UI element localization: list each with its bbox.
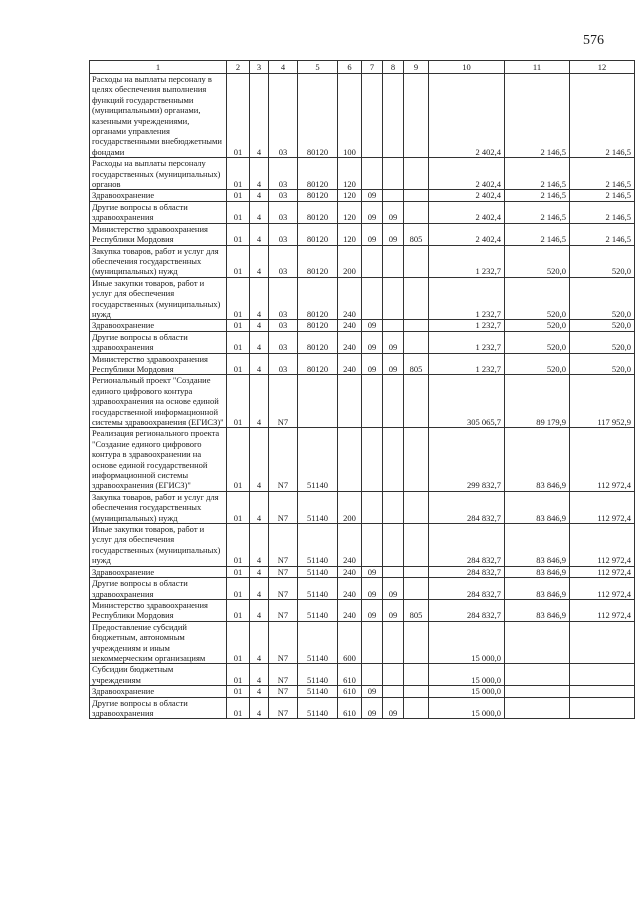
code-program: 4 [250, 664, 269, 686]
row-name: Другие вопросы в области здравоохранения [90, 697, 227, 719]
code-subsection [383, 375, 404, 428]
code-ministry [404, 277, 429, 320]
amount-year-2: 83 846,9 [505, 566, 570, 577]
row-name: Другие вопросы в области здравоохранения [90, 201, 227, 223]
code-subsection: 09 [383, 331, 404, 353]
code-ministry [404, 578, 429, 600]
amount-year-3: 520,0 [570, 245, 635, 277]
code-expense-type: 200 [338, 245, 362, 277]
table-row [90, 697, 635, 719]
amount-year-3 [570, 697, 635, 719]
row-name: Министерство здравоохранения Республики Мордовия [90, 599, 227, 621]
row-name: Другие вопросы в области здравоохранения [90, 331, 227, 353]
code-rz: 01 [227, 621, 250, 664]
code-ministry [404, 491, 429, 523]
code-subsection: 09 [383, 578, 404, 600]
code-section [362, 428, 383, 491]
code-direction: 51140 [298, 578, 338, 600]
amount-year-1: 2 402,4 [429, 223, 505, 245]
amount-year-2: 2 146,5 [505, 158, 570, 190]
table-row [90, 578, 635, 600]
code-program: 4 [250, 331, 269, 353]
budget-table [89, 60, 635, 719]
amount-year-1: 2 402,4 [429, 201, 505, 223]
code-rz: 01 [227, 697, 250, 719]
code-expense-type [338, 375, 362, 428]
code-section: 09 [362, 599, 383, 621]
code-expense-type: 240 [338, 566, 362, 577]
amount-year-1: 284 832,7 [429, 491, 505, 523]
code-direction: 80120 [298, 277, 338, 320]
code-subprogram: N7 [269, 566, 298, 577]
row-name: Закупка товаров, работ и услуг для обеспечения государственных (муниципальных) нужд [90, 245, 227, 277]
code-direction: 51140 [298, 697, 338, 719]
code-section: 09 [362, 353, 383, 375]
table-row [90, 428, 635, 491]
code-program: 4 [250, 621, 269, 664]
code-ministry [404, 664, 429, 686]
code-program: 4 [250, 223, 269, 245]
code-expense-type: 240 [338, 320, 362, 331]
code-expense-type: 240 [338, 524, 362, 567]
amount-year-3: 2 146,5 [570, 201, 635, 223]
code-rz: 01 [227, 158, 250, 190]
code-ministry [404, 375, 429, 428]
code-subsection [383, 566, 404, 577]
code-section: 09 [362, 697, 383, 719]
row-name: Субсидии бюджетным учреждениям [90, 664, 227, 686]
code-direction: 80120 [298, 190, 338, 201]
code-section [362, 664, 383, 686]
code-expense-type: 240 [338, 277, 362, 320]
code-direction: 80120 [298, 320, 338, 331]
table-row [90, 491, 635, 523]
column-header-9: 9 [404, 61, 429, 74]
code-program: 4 [250, 578, 269, 600]
amount-year-1: 299 832,7 [429, 428, 505, 491]
code-expense-type: 610 [338, 686, 362, 697]
code-rz: 01 [227, 428, 250, 491]
amount-year-2: 520,0 [505, 331, 570, 353]
code-program: 4 [250, 353, 269, 375]
amount-year-1: 1 232,7 [429, 353, 505, 375]
amount-year-3: 2 146,5 [570, 74, 635, 158]
code-subprogram: N7 [269, 578, 298, 600]
code-direction: 51140 [298, 566, 338, 577]
code-subprogram: N7 [269, 428, 298, 491]
code-subprogram: N7 [269, 686, 298, 697]
amount-year-1: 15 000,0 [429, 621, 505, 664]
code-direction: 51140 [298, 599, 338, 621]
code-direction: 51140 [298, 686, 338, 697]
code-rz: 01 [227, 599, 250, 621]
code-ministry [404, 74, 429, 158]
amount-year-1: 2 402,4 [429, 158, 505, 190]
column-header-5: 5 [298, 61, 338, 74]
table-row [90, 524, 635, 567]
column-header-2: 2 [227, 61, 250, 74]
code-subsection [383, 320, 404, 331]
code-direction: 80120 [298, 201, 338, 223]
code-program: 4 [250, 599, 269, 621]
row-name: Министерство здравоохранения Республики Мордовия [90, 223, 227, 245]
code-expense-type: 200 [338, 491, 362, 523]
code-ministry [404, 331, 429, 353]
code-subsection [383, 277, 404, 320]
code-program: 4 [250, 158, 269, 190]
code-ministry [404, 686, 429, 697]
column-header-11: 11 [505, 61, 570, 74]
code-subprogram: 03 [269, 190, 298, 201]
amount-year-1: 305 065,7 [429, 375, 505, 428]
row-name: Здравоохранение [90, 686, 227, 697]
code-expense-type: 600 [338, 621, 362, 664]
table-row [90, 245, 635, 277]
code-subsection [383, 664, 404, 686]
code-subprogram: N7 [269, 664, 298, 686]
code-direction: 80120 [298, 353, 338, 375]
code-section: 09 [362, 331, 383, 353]
row-name: Здравоохранение [90, 320, 227, 331]
code-subprogram: 03 [269, 245, 298, 277]
table-row [90, 686, 635, 697]
code-section [362, 375, 383, 428]
code-expense-type: 610 [338, 697, 362, 719]
code-rz: 01 [227, 223, 250, 245]
amount-year-3: 112 972,4 [570, 566, 635, 577]
code-direction: 80120 [298, 74, 338, 158]
table-row [90, 599, 635, 621]
code-rz: 01 [227, 277, 250, 320]
code-subprogram: 03 [269, 277, 298, 320]
table-row [90, 353, 635, 375]
code-direction: 51140 [298, 621, 338, 664]
code-ministry: 805 [404, 353, 429, 375]
amount-year-3: 520,0 [570, 320, 635, 331]
code-expense-type: 240 [338, 578, 362, 600]
code-direction: 51140 [298, 491, 338, 523]
code-section [362, 491, 383, 523]
column-header-12: 12 [570, 61, 635, 74]
code-ministry [404, 320, 429, 331]
code-section [362, 158, 383, 190]
code-rz: 01 [227, 566, 250, 577]
amount-year-1: 15 000,0 [429, 697, 505, 719]
code-subprogram: 03 [269, 158, 298, 190]
code-subprogram: N7 [269, 621, 298, 664]
code-subsection [383, 158, 404, 190]
code-subsection [383, 190, 404, 201]
code-ministry [404, 566, 429, 577]
code-direction: 80120 [298, 223, 338, 245]
column-header-8: 8 [383, 61, 404, 74]
row-name: Закупка товаров, работ и услуг для обеспечения государственных (муниципальных) нужд [90, 491, 227, 523]
code-program: 4 [250, 245, 269, 277]
code-subsection: 09 [383, 353, 404, 375]
table-row [90, 320, 635, 331]
amount-year-3: 112 972,4 [570, 491, 635, 523]
code-direction: 80120 [298, 158, 338, 190]
code-section: 09 [362, 566, 383, 577]
amount-year-2: 83 846,9 [505, 491, 570, 523]
code-subsection [383, 491, 404, 523]
code-section: 09 [362, 320, 383, 331]
code-subsection [383, 74, 404, 158]
column-header-10: 10 [429, 61, 505, 74]
amount-year-3: 2 146,5 [570, 158, 635, 190]
table-row [90, 664, 635, 686]
amount-year-1: 284 832,7 [429, 578, 505, 600]
amount-year-3 [570, 664, 635, 686]
code-direction: 51140 [298, 428, 338, 491]
amount-year-2: 83 846,9 [505, 524, 570, 567]
code-program: 4 [250, 491, 269, 523]
column-header-3: 3 [250, 61, 269, 74]
code-ministry [404, 190, 429, 201]
code-section: 09 [362, 223, 383, 245]
row-name: Региональный проект "Создание единого цифрового контура здравоохранения на основе единой государственной информационной системы здравоохранения (ЕГИСЗ)" [90, 375, 227, 428]
table-row [90, 223, 635, 245]
amount-year-2 [505, 664, 570, 686]
code-subprogram: 03 [269, 223, 298, 245]
table-row [90, 190, 635, 201]
code-program: 4 [250, 190, 269, 201]
code-ministry: 805 [404, 223, 429, 245]
code-subprogram: N7 [269, 697, 298, 719]
code-expense-type: 240 [338, 353, 362, 375]
code-program: 4 [250, 375, 269, 428]
code-section: 09 [362, 686, 383, 697]
code-rz: 01 [227, 74, 250, 158]
amount-year-2: 520,0 [505, 245, 570, 277]
amount-year-3: 520,0 [570, 353, 635, 375]
code-subprogram: N7 [269, 375, 298, 428]
row-name: Расходы на выплаты персоналу государственных (муниципальных) органов [90, 158, 227, 190]
amount-year-2 [505, 697, 570, 719]
code-rz: 01 [227, 190, 250, 201]
code-section [362, 621, 383, 664]
code-expense-type: 100 [338, 74, 362, 158]
amount-year-3 [570, 621, 635, 664]
amount-year-3: 117 952,9 [570, 375, 635, 428]
code-ministry [404, 201, 429, 223]
code-expense-type: 120 [338, 201, 362, 223]
amount-year-3: 112 972,4 [570, 524, 635, 567]
code-ministry [404, 245, 429, 277]
code-direction: 80120 [298, 331, 338, 353]
code-expense-type: 240 [338, 331, 362, 353]
amount-year-3: 2 146,5 [570, 223, 635, 245]
table-body [90, 74, 635, 719]
amount-year-3: 112 972,4 [570, 599, 635, 621]
code-section: 09 [362, 201, 383, 223]
code-rz: 01 [227, 320, 250, 331]
code-rz: 01 [227, 331, 250, 353]
code-rz: 01 [227, 664, 250, 686]
code-expense-type: 610 [338, 664, 362, 686]
amount-year-2: 83 846,9 [505, 428, 570, 491]
code-subsection [383, 428, 404, 491]
code-section [362, 74, 383, 158]
row-name: Иные закупки товаров, работ и услуг для обеспечения государственных (муниципальных) нужд [90, 277, 227, 320]
code-rz: 01 [227, 524, 250, 567]
code-program: 4 [250, 524, 269, 567]
row-name: Министерство здравоохранения Республики Мордовия [90, 353, 227, 375]
code-direction [298, 375, 338, 428]
code-section: 09 [362, 190, 383, 201]
column-header-7: 7 [362, 61, 383, 74]
code-rz: 01 [227, 375, 250, 428]
row-name: Другие вопросы в области здравоохранения [90, 578, 227, 600]
code-expense-type: 120 [338, 190, 362, 201]
code-subsection: 09 [383, 201, 404, 223]
code-subsection: 09 [383, 599, 404, 621]
amount-year-3: 520,0 [570, 331, 635, 353]
amount-year-2: 520,0 [505, 277, 570, 320]
code-subprogram: 03 [269, 331, 298, 353]
amount-year-1: 284 832,7 [429, 524, 505, 567]
code-subsection [383, 686, 404, 697]
code-expense-type [338, 428, 362, 491]
row-name: Здравоохранение [90, 566, 227, 577]
row-name: Расходы на выплаты персоналу в целях обеспечения выполнения функций государственными (муниципальными) органами, казенными учреждениями, органами управления государственными внебюджетными фондами [90, 74, 227, 158]
code-expense-type: 120 [338, 223, 362, 245]
amount-year-2: 2 146,5 [505, 223, 570, 245]
amount-year-3: 520,0 [570, 277, 635, 320]
code-subsection [383, 245, 404, 277]
code-subprogram: 03 [269, 201, 298, 223]
code-program: 4 [250, 277, 269, 320]
column-header-1: 1 [90, 61, 227, 74]
row-name: Реализация регионального проекта "Создание единого цифрового контура в здравоохранении на основе единой государственной информационной системы здравоохранения (ЕГИСЗ)" [90, 428, 227, 491]
code-program: 4 [250, 697, 269, 719]
table-row [90, 375, 635, 428]
amount-year-2: 520,0 [505, 320, 570, 331]
amount-year-2: 89 179,9 [505, 375, 570, 428]
amount-year-2 [505, 686, 570, 697]
code-subprogram: 03 [269, 320, 298, 331]
amount-year-1: 1 232,7 [429, 277, 505, 320]
code-program: 4 [250, 320, 269, 331]
code-section [362, 524, 383, 567]
code-rz: 01 [227, 201, 250, 223]
amount-year-2: 520,0 [505, 353, 570, 375]
table-row [90, 201, 635, 223]
code-expense-type: 120 [338, 158, 362, 190]
code-expense-type: 240 [338, 599, 362, 621]
table-row [90, 331, 635, 353]
table-row [90, 74, 635, 158]
code-subprogram: N7 [269, 599, 298, 621]
table-row [90, 621, 635, 664]
code-section [362, 245, 383, 277]
row-name: Иные закупки товаров, работ и услуг для обеспечения государственных (муниципальных) нужд [90, 524, 227, 567]
column-header-6: 6 [338, 61, 362, 74]
amount-year-2: 2 146,5 [505, 201, 570, 223]
code-rz: 01 [227, 491, 250, 523]
code-subprogram: 03 [269, 74, 298, 158]
amount-year-3 [570, 686, 635, 697]
code-direction: 51140 [298, 664, 338, 686]
code-rz: 01 [227, 578, 250, 600]
code-ministry [404, 158, 429, 190]
code-program: 4 [250, 201, 269, 223]
code-subsection [383, 524, 404, 567]
code-section [362, 277, 383, 320]
code-program: 4 [250, 686, 269, 697]
code-rz: 01 [227, 245, 250, 277]
amount-year-3: 112 972,4 [570, 428, 635, 491]
amount-year-1: 2 402,4 [429, 74, 505, 158]
amount-year-2: 2 146,5 [505, 190, 570, 201]
code-rz: 01 [227, 353, 250, 375]
row-name: Предоставление субсидий бюджетным, автономным учреждениям и иным некоммерческим организациям [90, 621, 227, 664]
column-header-4: 4 [269, 61, 298, 74]
code-section: 09 [362, 578, 383, 600]
table-row [90, 566, 635, 577]
code-subsection: 09 [383, 697, 404, 719]
code-subprogram: N7 [269, 491, 298, 523]
table-row [90, 277, 635, 320]
amount-year-1: 1 232,7 [429, 245, 505, 277]
row-name: Здравоохранение [90, 190, 227, 201]
code-subsection [383, 621, 404, 664]
table-row [90, 158, 635, 190]
amount-year-3: 112 972,4 [570, 578, 635, 600]
code-ministry [404, 428, 429, 491]
code-program: 4 [250, 566, 269, 577]
code-program: 4 [250, 428, 269, 491]
code-rz: 01 [227, 686, 250, 697]
amount-year-2: 2 146,5 [505, 74, 570, 158]
code-direction: 51140 [298, 524, 338, 567]
code-subsection: 09 [383, 223, 404, 245]
code-ministry [404, 524, 429, 567]
amount-year-1: 284 832,7 [429, 599, 505, 621]
amount-year-2 [505, 621, 570, 664]
amount-year-1: 1 232,7 [429, 331, 505, 353]
code-program: 4 [250, 74, 269, 158]
code-subprogram: N7 [269, 524, 298, 567]
code-ministry: 805 [404, 599, 429, 621]
amount-year-1: 15 000,0 [429, 664, 505, 686]
page-number: 576 [583, 33, 604, 48]
code-ministry [404, 621, 429, 664]
header-row [90, 61, 635, 74]
code-direction: 80120 [298, 245, 338, 277]
amount-year-1: 2 402,4 [429, 190, 505, 201]
code-ministry [404, 697, 429, 719]
amount-year-1: 1 232,7 [429, 320, 505, 331]
amount-year-1: 284 832,7 [429, 566, 505, 577]
amount-year-1: 15 000,0 [429, 686, 505, 697]
code-subprogram: 03 [269, 353, 298, 375]
amount-year-2: 83 846,9 [505, 578, 570, 600]
amount-year-3: 2 146,5 [570, 190, 635, 201]
amount-year-2: 83 846,9 [505, 599, 570, 621]
